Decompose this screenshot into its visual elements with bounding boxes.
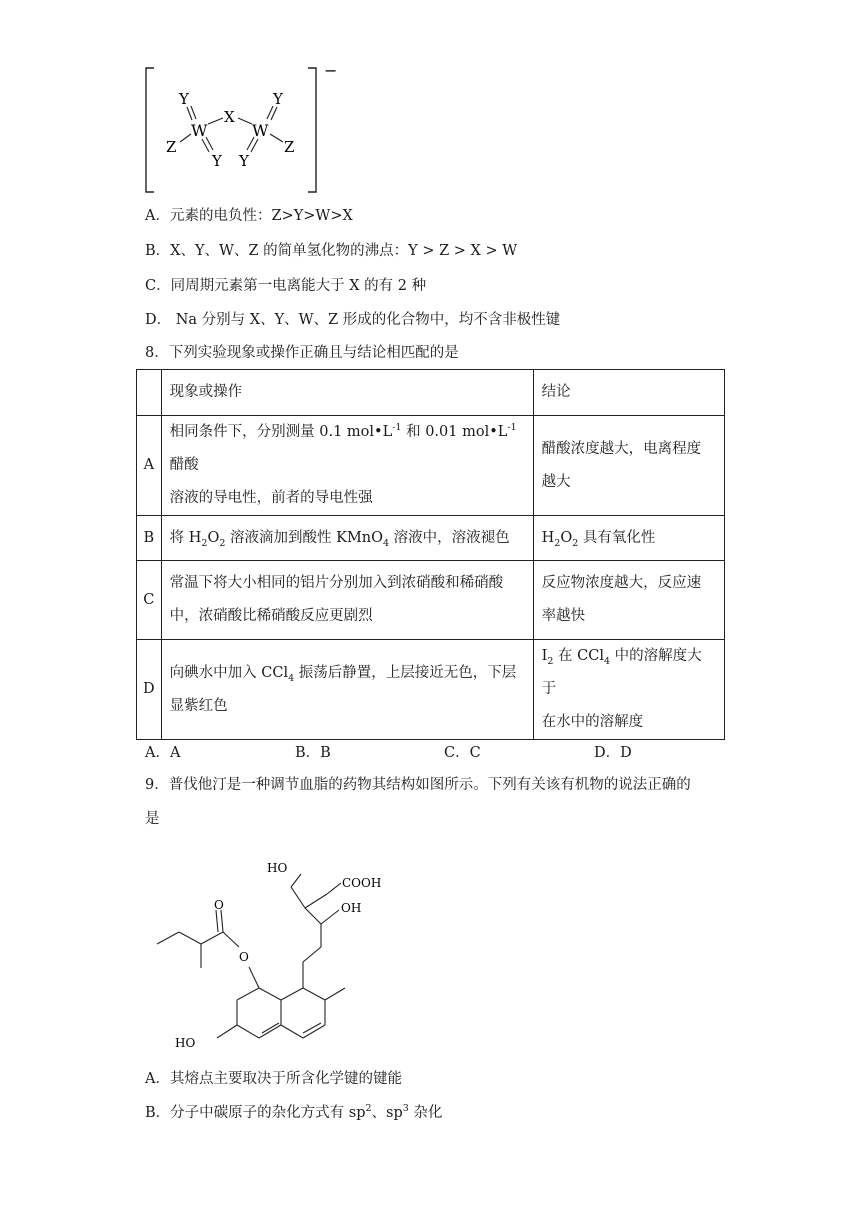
label-oh-mid: OH <box>341 901 362 915</box>
label-ho-top: HO <box>267 861 288 875</box>
header-phenomenon: 现象或操作 <box>161 370 533 416</box>
q9-stem-line2: 是 <box>145 811 160 827</box>
q7-option-c: C．同周期元素第一电离能大于 X 的有 2 种 <box>145 278 427 294</box>
right-bracket <box>308 68 316 192</box>
q9-stem-line1: 9．普伐他汀是一种调节血脂的药物其结构如图所示。下列有关该有机物的说法正确的 <box>145 777 691 793</box>
row-key: B <box>137 516 162 561</box>
row-key: A <box>137 416 162 516</box>
label-ho-bottom: HO <box>175 1036 196 1050</box>
atom-y-top-left: Y <box>179 90 189 108</box>
row-conclusion: $H_2O_2$ 具有氧化性 <box>533 516 724 561</box>
row-phenomenon: 向碘水中加入 CCl$_4$ 振荡后静置，上层接近无色，下层 显紫红色 <box>161 640 533 740</box>
atom-z-left: Z <box>166 138 177 156</box>
atom-x: X <box>224 108 235 126</box>
q7-option-a: A．元素的电负性：Z>Y>W>X <box>145 208 353 224</box>
q8-option-b: B．B <box>295 745 331 761</box>
table-row <box>137 561 725 640</box>
q9-option-a: A．其熔点主要取决于所含化学键的键能 <box>145 1071 402 1087</box>
ion-charge: − <box>324 61 338 80</box>
q8-option-d: D．D <box>594 745 632 761</box>
row-key: D <box>137 640 162 740</box>
label-ester-o: O <box>214 898 224 912</box>
table-row <box>137 416 725 516</box>
row-phenomenon: 将 $H_2O_2$ 溶液滴加到酸性 KMnO$_4$ 溶液中，溶液褪色 <box>161 516 533 561</box>
table-row <box>137 516 725 561</box>
atom-w-left: W <box>191 121 208 140</box>
atom-y-bottom-left: Y <box>212 152 222 170</box>
atom-z-right: Z <box>284 138 295 156</box>
q7-option-b: B．X、Y、W、Z 的简单氢化物的沸点：Y > Z > X > W <box>145 243 518 259</box>
pravastatin-structure <box>145 850 405 1060</box>
row-conclusion: $I_2$ 在 CCl$_4$ 中的溶解度大于 在水中的溶解度 <box>533 640 724 740</box>
row-key: C <box>137 561 162 640</box>
table-row <box>137 640 725 740</box>
label-cooh: COOH <box>342 876 382 890</box>
label-ether-o: O <box>239 950 249 964</box>
q7-option-d: D． Na 分别与 X、Y、W、Z 形成的化合物中，均不含非极性键 <box>145 312 561 328</box>
ion-structure-diagram <box>140 60 350 200</box>
atom-y-bottom-right: Y <box>239 152 249 170</box>
header-key-cell <box>137 370 162 416</box>
atom-w-right: W <box>252 121 269 140</box>
q8-option-a: A．A <box>145 745 181 761</box>
q8-table <box>136 369 725 740</box>
q8-stem: 8．下列实验现象或操作正确且与结论相匹配的是 <box>145 345 459 361</box>
row-phenomenon: 常温下将大小相同的铝片分别加入到浓硝酸和稀硝酸 中，浓硝酸比稀硝酸反应更剧烈 <box>161 561 533 640</box>
q8-options <box>145 741 745 761</box>
atom-y-top-right: Y <box>273 90 283 108</box>
left-bracket <box>146 68 154 192</box>
table-header-row <box>137 370 725 416</box>
row-conclusion: 醋酸浓度越大，电离程度 越大 <box>533 416 724 516</box>
q8-option-c: C．C <box>444 745 481 761</box>
row-phenomenon: 相同条件下，分别测量 0.1 $mol•L^{-1}$ 和 0.01 $mol•L^{-1}$ 醋酸 溶液的导电性，前者的导电性强 <box>161 416 533 516</box>
row-conclusion: 反应物浓度越大，反应速 率越快 <box>533 561 724 640</box>
q9-option-b: B．分子中碳原子的杂化方式有 $sp^2$、$sp^3$ 杂化 <box>145 1103 443 1121</box>
header-conclusion: 结论 <box>533 370 724 416</box>
